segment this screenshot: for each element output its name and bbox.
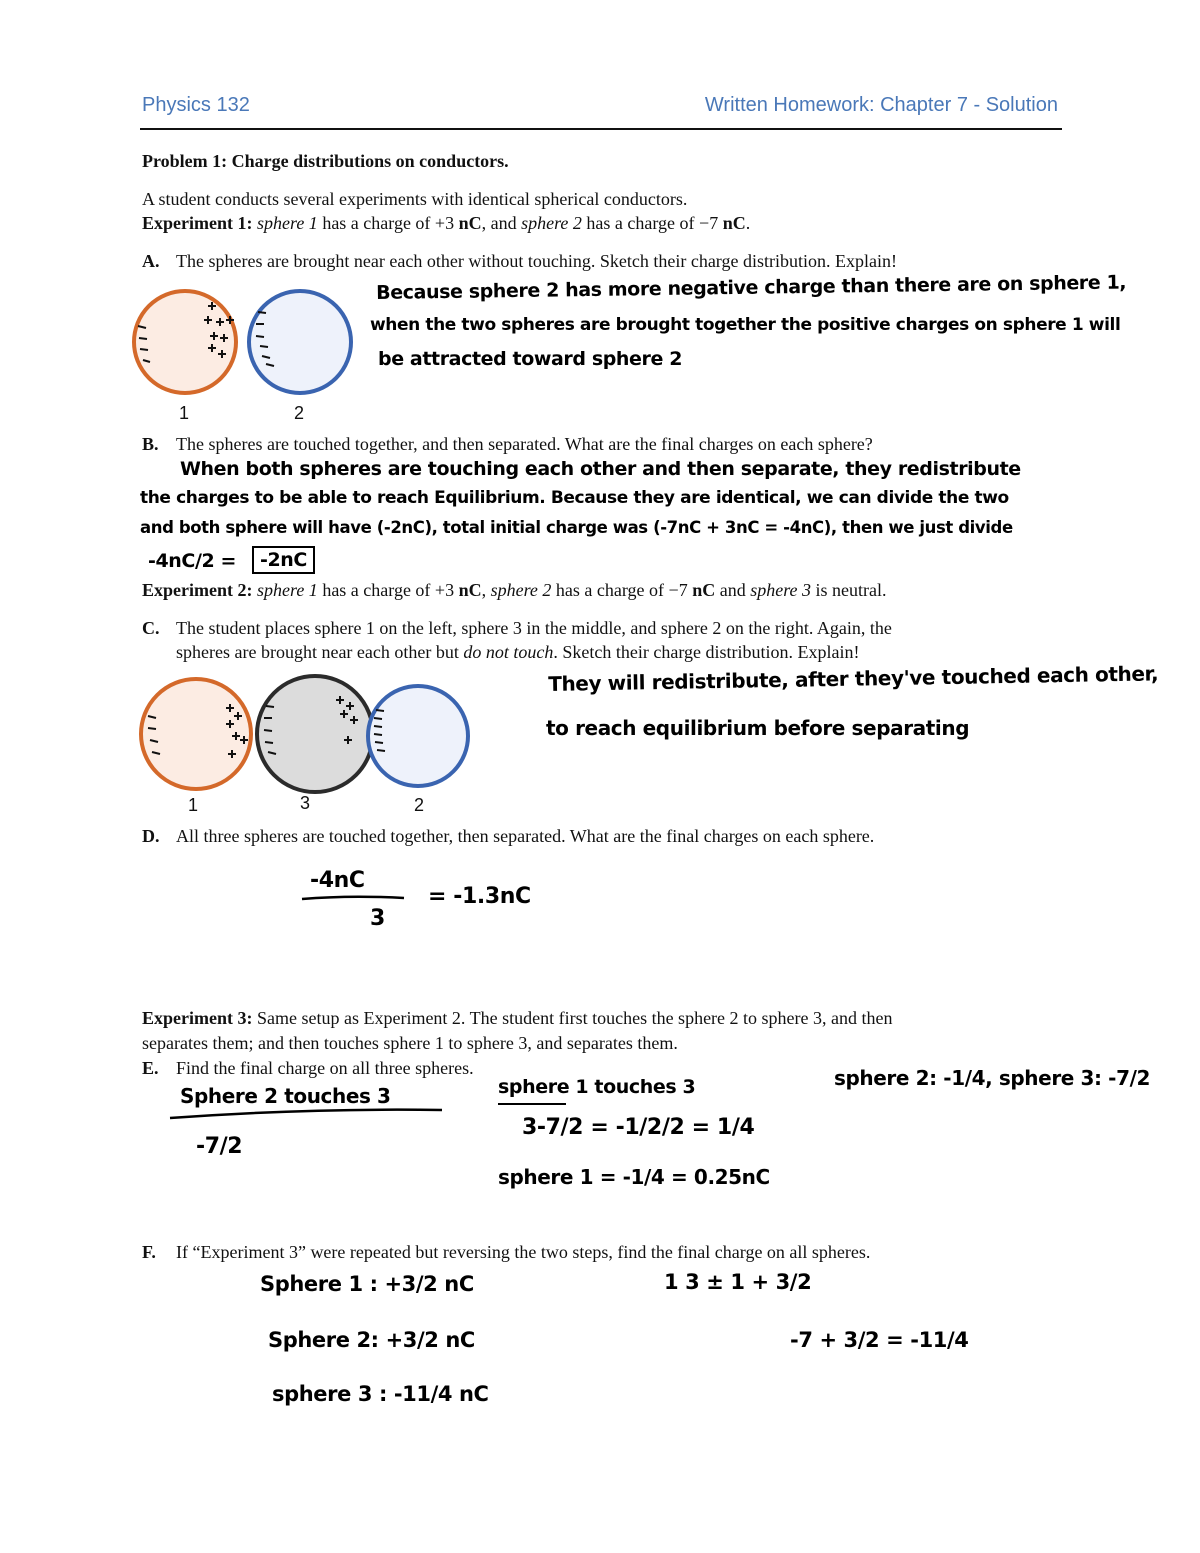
figure-2-label-sphere-1: 1 bbox=[188, 795, 199, 815]
text-fragment: . Sketch their charge distribution. Explain! bbox=[553, 642, 860, 662]
sphere-2-circle bbox=[368, 686, 468, 786]
question-letter: D. bbox=[142, 826, 160, 846]
question-letter: C. bbox=[142, 618, 160, 638]
question-text: The spheres are brought near each other without touching. Sketch their charge distribution. Explain! bbox=[176, 251, 897, 271]
question-letter: A. bbox=[142, 251, 160, 271]
answer-e-left-title: Sphere 2 touches 3 bbox=[180, 1084, 391, 1108]
sphere-2-circle bbox=[249, 291, 351, 393]
problem-heading: Problem 1: Charge distributions on conductors. bbox=[142, 151, 509, 171]
experiment-1-statement bbox=[142, 212, 750, 234]
question-e bbox=[142, 1057, 474, 1079]
experiment-2-statement bbox=[142, 579, 887, 601]
answer-e-mid-title: sphere 1 touches 3 bbox=[498, 1076, 696, 1098]
text-fragment: is neutral. bbox=[811, 580, 887, 600]
question-letter: B. bbox=[142, 434, 159, 454]
question-text: The student places sphere 1 on the left, sphere 3 in the middle, and sphere 2 on the right. Again, the bbox=[176, 618, 892, 638]
answer-d-numerator: -4nC bbox=[310, 868, 365, 893]
text-fragment: has a charge of +3 bbox=[317, 213, 459, 233]
answer-e-left-value: -7/2 bbox=[196, 1134, 243, 1159]
question-b bbox=[142, 433, 873, 455]
question-f bbox=[142, 1241, 871, 1263]
answer-f-calc-1: 1 3 ± 1 + 3/2 bbox=[664, 1270, 812, 1294]
figure-1-spheres bbox=[130, 284, 370, 424]
sphere-3-circle bbox=[257, 676, 373, 792]
document-title: Written Homework: Chapter 7 - Solution bbox=[704, 94, 1058, 116]
question-letter: F. bbox=[142, 1242, 156, 1262]
text-fragment: , bbox=[481, 580, 491, 600]
question-c-line-2 bbox=[176, 641, 860, 663]
experiment-2-label: Experiment 2: bbox=[142, 580, 253, 600]
answer-e-mid-line-1: 3-7/2 = -1/2/2 = 1/4 bbox=[522, 1115, 755, 1140]
answer-e-mid-underline bbox=[496, 1100, 576, 1110]
text-fragment: , and bbox=[481, 213, 522, 233]
unit: nC bbox=[458, 213, 482, 233]
text-fragment: has a charge of −7 bbox=[551, 580, 693, 600]
answer-e-mid-line-2: sphere 1 = -1/4 = 0.25nC bbox=[498, 1165, 770, 1189]
answer-c-line-1: They will redistribute, after they've touched each other, bbox=[548, 661, 1159, 696]
answer-b-boxed-result: -2nC bbox=[252, 546, 315, 574]
answer-d-denominator: 3 bbox=[370, 906, 385, 931]
answer-b-line-2: the charges to be able to reach Equilibrium. Because they are identical, we can divide the two bbox=[140, 488, 1009, 508]
answer-f-sphere-2: Sphere 2: +3/2 nC bbox=[268, 1328, 475, 1352]
text-fragment: Same setup as Experiment 2. The student first touches the sphere 2 to sphere 3, and then bbox=[252, 1008, 893, 1028]
experiment-1-label: Experiment 1: bbox=[142, 213, 253, 233]
question-letter: E. bbox=[142, 1058, 159, 1078]
answer-b-line-1: When both spheres are touching each other and then separate, they redistribute bbox=[180, 458, 1021, 480]
answer-a-line-1: Because sphere 2 has more negative charge than there are on sphere 1, bbox=[376, 271, 1127, 304]
sphere-1-name: sphere 1 bbox=[256, 580, 318, 600]
sphere-3-name: sphere 3 bbox=[750, 580, 812, 600]
problem-intro: A student conducts several experiments with identical spherical conductors. bbox=[142, 189, 688, 209]
answer-f-sphere-1: Sphere 1 : +3/2 nC bbox=[260, 1272, 474, 1296]
sphere-1-circle bbox=[134, 291, 236, 393]
sphere-2-name: sphere 2 bbox=[490, 580, 552, 600]
question-d bbox=[142, 825, 875, 847]
answer-b-line-4: -4nC/2 = bbox=[148, 550, 237, 572]
question-text: If “Experiment 3” were repeated but reversing the two steps, find the final charge on all spheres. bbox=[176, 1242, 871, 1262]
experiment-3-line-2: separates them; and then touches sphere 1 to sphere 3, and separates them. bbox=[142, 1033, 678, 1053]
answer-f-sphere-3: sphere 3 : -11/4 nC bbox=[272, 1382, 489, 1406]
answer-c-line-2: to reach equilibrium before separating bbox=[546, 716, 970, 740]
unit: nC bbox=[722, 213, 746, 233]
question-text: The spheres are touched together, and then separated. What are the final charges on each sphere? bbox=[176, 434, 873, 454]
answer-d-fraction-bar bbox=[300, 893, 410, 903]
header-rule bbox=[140, 128, 1062, 130]
sphere-1-name: sphere 1 bbox=[256, 213, 318, 233]
answer-b-line-3: and both sphere will have (-2nC), total initial charge was (-7nC + 3nC = -4nC), then we just divide bbox=[140, 518, 1013, 537]
answer-e-right: sphere 2: -1/4, sphere 3: -7/2 bbox=[834, 1066, 1151, 1090]
emphasis: do not touch bbox=[463, 642, 554, 662]
text-fragment: and bbox=[715, 580, 751, 600]
figure-2-label-sphere-2: 2 bbox=[414, 795, 425, 815]
text-fragment: has a charge of +3 bbox=[317, 580, 459, 600]
question-a bbox=[142, 250, 897, 272]
experiment-3-statement bbox=[142, 1007, 893, 1029]
question-text: Find the final charge on all three spheres. bbox=[176, 1058, 474, 1078]
figure-2-label-sphere-3: 3 bbox=[300, 793, 311, 813]
text-fragment: has a charge of −7 bbox=[581, 213, 723, 233]
unit: nC bbox=[458, 580, 482, 600]
answer-e-left-underline bbox=[168, 1104, 448, 1124]
answer-a-line-2: when the two spheres are brought together the positive charges on sphere 1 will bbox=[370, 315, 1121, 335]
figure-1-label-sphere-2: 2 bbox=[294, 403, 305, 423]
text-fragment: spheres are brought near each other but bbox=[176, 642, 464, 662]
course-name: Physics 132 bbox=[142, 94, 250, 116]
answer-a-line-3: be attracted toward sphere 2 bbox=[378, 348, 683, 370]
question-c bbox=[142, 617, 892, 639]
answer-f-calc-2: -7 + 3/2 = -11/4 bbox=[790, 1328, 969, 1352]
sphere-2-name: sphere 2 bbox=[521, 213, 582, 233]
answer-d-result: = -1.3nC bbox=[428, 884, 531, 909]
sphere-1-circle bbox=[141, 679, 251, 789]
figure-1-label-sphere-1: 1 bbox=[179, 403, 190, 423]
experiment-3-label: Experiment 3: bbox=[142, 1008, 253, 1028]
text-fragment: . bbox=[745, 213, 751, 233]
question-text: All three spheres are touched together, then separated. What are the final charges on each sphere. bbox=[176, 826, 875, 846]
unit: nC bbox=[692, 580, 716, 600]
